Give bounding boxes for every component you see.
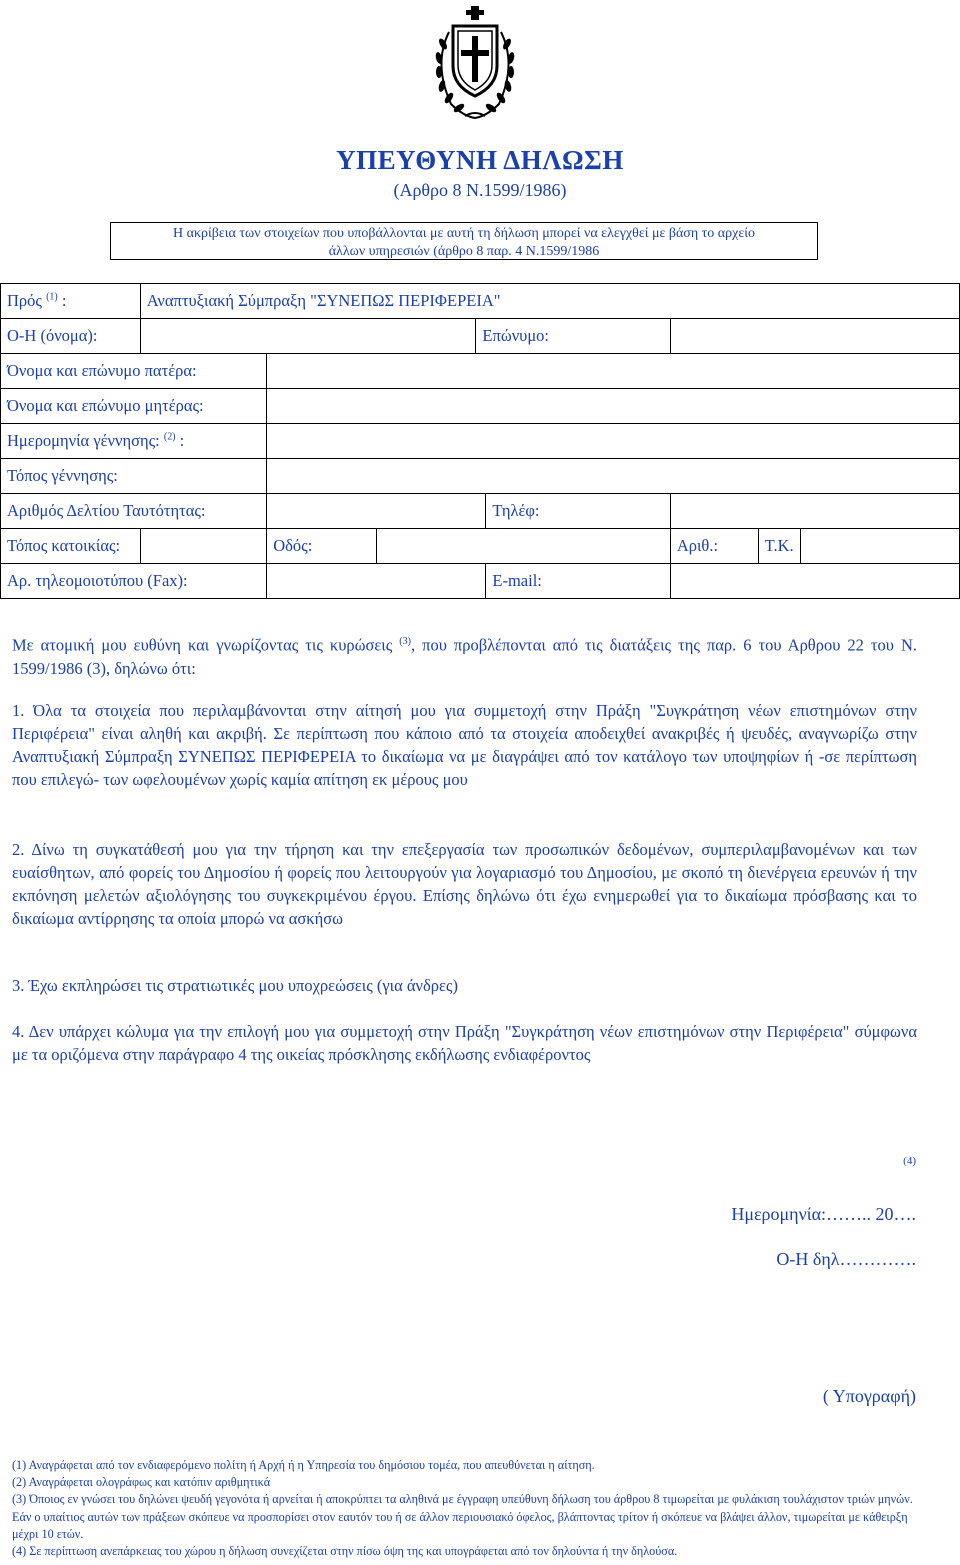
footnote-2: (2) Αναγράφεται ολογράφως και κατόπιν αριθμητικά [12, 1475, 271, 1490]
birthdate-field[interactable] [267, 424, 960, 459]
signature-label: ( Υπογραφή) [822, 1386, 916, 1406]
street-label: Οδός: [267, 529, 377, 564]
birthdate-label-cell [1, 424, 267, 459]
birthdate-label: Ημερομηνία γέννησης: [7, 431, 160, 450]
declaration-item-4: 4. Δεν υπάρχει κώλυμα για την επιλογή μου για συμμετοχή στην Πράξη "Συγκράτηση νέων επιστημόνων στην Περιφέρεια" σύμφωνα με τα οριζόμενα στην παράγραφο 4 της οικείας πρόσκλησης εκδήλωσης ενδιαφέροντος [12, 1022, 917, 1064]
phone-field[interactable] [670, 494, 959, 529]
to-footnote-ref: (1) [46, 291, 58, 303]
document-title: ΥΠΕΥΘΥΝΗ ΔΗΛΩΣΗ [336, 145, 624, 175]
id-field[interactable] [267, 494, 486, 529]
street-field[interactable] [376, 529, 670, 564]
intro-footnote-ref: (3) [399, 636, 411, 647]
notice-line-1: Η ακρίβεια των στοιχείων που υποβάλλονται με αυτή τη δήλωση μπορεί να ελεγχθεί με βάση το αρχείο [173, 226, 755, 241]
signature-date: Ημερομηνία:…….. 20…. [731, 1204, 916, 1224]
phone-label: Τηλέφ: [486, 494, 670, 529]
declarant-line: Ο-Η δηλ…………. [776, 1249, 916, 1269]
footnotes [12, 1457, 917, 1560]
postcode-label: Τ.Κ. [758, 529, 800, 564]
declaration-item-3: 3. Έχω εκπληρώσει τις στρατιωτικές μου υποχρεώσεις (για άνδρες) [12, 976, 458, 995]
name-label: Ο-Η (όνομα): [1, 319, 141, 354]
father-label: Όνομα και επώνυμο πατέρα: [1, 354, 267, 389]
birthplace-label: Τόπος γέννησης: [1, 459, 267, 494]
declaration-item-2: 2. Δίνω τη συγκατάθεσή μου για την τήρηση και την επεξεργασία των προσωπικών δεδομένων, συμπεριλαμβανομένων και των ευαίσθητων, από φορείς του Δημοσίου ή φορείς που λειτουργούν για λογαριασμό του Δημοσίου, με σκοπό τη διενέργεια ερευνών ή την εκπόνηση μελετών αξιολόγησης του συγκεκριμένου έργου. Επίσης δηλώνω ότι έχω ενημερωθεί για το δικαίωμα πρόσβασης και το δικαίωμα αντίρρησης τα οποία μπορώ να ασκήσω [12, 840, 917, 928]
postcode-field[interactable] [800, 529, 959, 564]
footnote-1: (1) Αναγράφεται από τον ενδιαφερόμενο πολίτη ή Αρχή ή η Υπηρεσία του δημόσιου τομέα, που απευθύνεται η αίτηση. [12, 1458, 595, 1472]
birthdate-footnote-ref: (2) [163, 431, 176, 443]
residence-label: Τόπος κατοικίας: [1, 529, 141, 564]
signature-footnote-ref: (4) [903, 1155, 916, 1167]
birthplace-field[interactable] [267, 459, 960, 494]
email-label: E-mail: [486, 564, 670, 599]
to-label: Πρός [7, 291, 42, 310]
notice-line-2: άλλων υπηρεσιών (άρθρο 8 παρ. 4 Ν.1599/1986 [328, 244, 600, 259]
surname-field[interactable] [670, 319, 959, 354]
intro-text-b: , που προβλέπονται από τις διατάξεις της παρ. 6 του Αρθρου 22 του Ν. 1599/1986 (3), δηλώνω ότι: [12, 635, 918, 678]
id-label: Αριθμός Δελτίου Ταυτότητας: [1, 494, 267, 529]
fax-label: Αρ. τηλεομοιοτύπου (Fax): [1, 564, 267, 599]
footnote-4: (4) Σε περίπτωση ανεπάρκειας του χώρου η δήλωση συνεχίζεται στην πίσω όψη της και υπογράφεται από τον δηλούντα ή την δηλούσα. [12, 1544, 678, 1559]
footnote-3: (3) Όποιος εν γνώσει του δηλώνει ψευδή γεγονότα ή αρνείται ή αποκρύπτει τα αληθινά με έγγραφη υπεύθυνη δήλωση του άρθρου 8 τιμωρείται με φυλάκιση τουλάχιστον τριών μηνών. Εάν ο υπαίτιος αυτών των πράξεων σκόπευε να προσπορίσει στον εαυτόν του ή σε άλλον περιουσιακό όφελος, βλάπτοντας τρίτον ή σκόπευε να βλάψει άλλον, τιμωρείται με κάθειρξη μέχρι 10 ετών. [12, 1492, 913, 1541]
greek-coat-of-arms-icon [425, 4, 525, 124]
to-colon: : [61, 291, 67, 310]
fax-field[interactable] [267, 564, 486, 599]
number-label: Αριθ.: [670, 529, 758, 564]
surname-label: Επώνυμο: [476, 319, 670, 354]
to-value: Αναπτυξιακή Σύμπραξη "ΣΥΝΕΠΩΣ ΠΕΡΙΦΕΡΕΙΑ" [140, 284, 959, 319]
personal-details-form [0, 283, 960, 599]
intro-text-a: Με ατομική μου ευθύνη και γνωρίζοντας τις κυρώσεις [12, 635, 393, 655]
residence-field[interactable] [140, 529, 267, 564]
document-subtitle: (Αρθρο 8 Ν.1599/1986) [393, 180, 567, 200]
birthdate-colon: : [179, 431, 185, 450]
father-field[interactable] [267, 354, 960, 389]
accuracy-notice [110, 222, 818, 260]
name-field[interactable] [140, 319, 476, 354]
mother-label: Όνομα και επώνυμο μητέρας: [1, 389, 267, 424]
declaration-item-1: 1. Όλα τα στοιχεία που περιλαμβάνονται στην αίτησή μου για συμμετοχή στην Πράξη "Συγκράτηση νέων επιστημόνων στην Περιφέρεια" είναι αληθή και ακριβή. Σε περίπτωση που κάποιο από τα στοιχεία αποδειχθεί ανακριβές ή ψευδές, αναγνωρίζω στην Αναπτυξιακή Σύμπραξη ΣΥΝΕΠΩΣ ΠΕΡΙΦΕΡΕΙΑ το δικαίωμα να με διαγράψει από τον κατάλογο των υποψηφίων ή -σε περίπτωση που επιλεγώ- των ωφελουμένων χωρίς καμία απίτηση εκ μέρους μου [12, 701, 917, 789]
mother-field[interactable] [267, 389, 960, 424]
to-label-cell [1, 284, 141, 319]
email-field[interactable] [670, 564, 959, 599]
declaration-intro [12, 630, 917, 680]
